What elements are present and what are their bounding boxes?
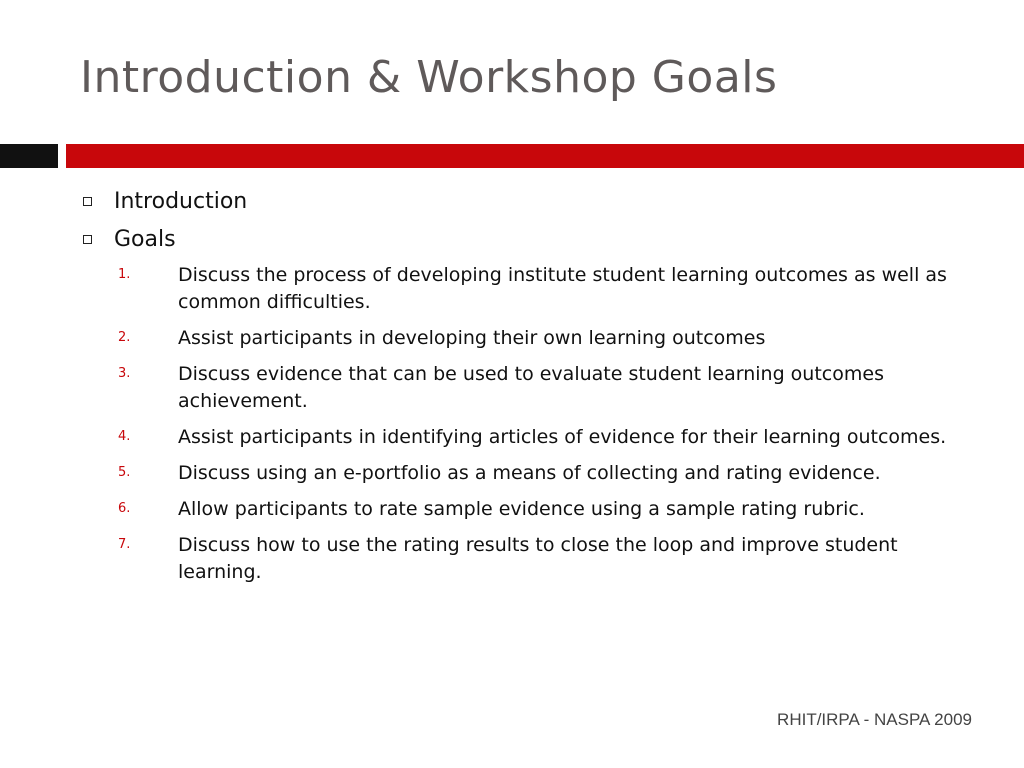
header-bar-red <box>66 144 1024 168</box>
goal-text: Discuss how to use the rating results to close the loop and improve student learning. <box>178 534 898 583</box>
goal-number: 6. <box>118 501 131 516</box>
bullet-item-goals <box>82 220 982 258</box>
goal-item <box>118 262 978 316</box>
goal-item <box>118 532 978 586</box>
goal-item <box>118 325 978 352</box>
goal-number: 4. <box>118 429 131 444</box>
slide-title: Introduction & Workshop Goals <box>80 52 778 103</box>
header-bar-black <box>0 144 58 168</box>
goals-list <box>118 262 978 595</box>
slide-footer: RHIT/IRPA - NASPA 2009 <box>777 710 972 729</box>
hollow-square-icon <box>83 197 92 206</box>
goal-item <box>118 361 978 415</box>
goal-text: Discuss using an e-portfolio as a means of collecting and rating evidence. <box>178 462 881 484</box>
goal-number: 5. <box>118 465 131 480</box>
goal-text: Assist participants in developing their own learning outcomes <box>178 327 766 349</box>
goal-text: Assist participants in identifying articles of evidence for their learning outcomes. <box>178 426 947 448</box>
goal-number: 2. <box>118 330 131 345</box>
goal-text: Discuss evidence that can be used to evaluate student learning outcomes achievement. <box>178 363 884 412</box>
goal-item <box>118 424 978 451</box>
bullet-item-introduction <box>82 182 982 220</box>
bullet-list <box>82 182 982 258</box>
goal-number: 3. <box>118 366 131 381</box>
goal-number: 7. <box>118 537 131 552</box>
bullet-label: Introduction <box>114 188 248 214</box>
goal-item <box>118 496 978 523</box>
bullet-label: Goals <box>114 226 176 252</box>
hollow-square-icon <box>83 235 92 244</box>
goal-text: Allow participants to rate sample evidence using a sample rating rubric. <box>178 498 865 520</box>
goal-text: Discuss the process of developing institute student learning outcomes as well as common difficulties. <box>178 264 947 313</box>
goal-item <box>118 460 978 487</box>
goal-number: 1. <box>118 267 131 282</box>
